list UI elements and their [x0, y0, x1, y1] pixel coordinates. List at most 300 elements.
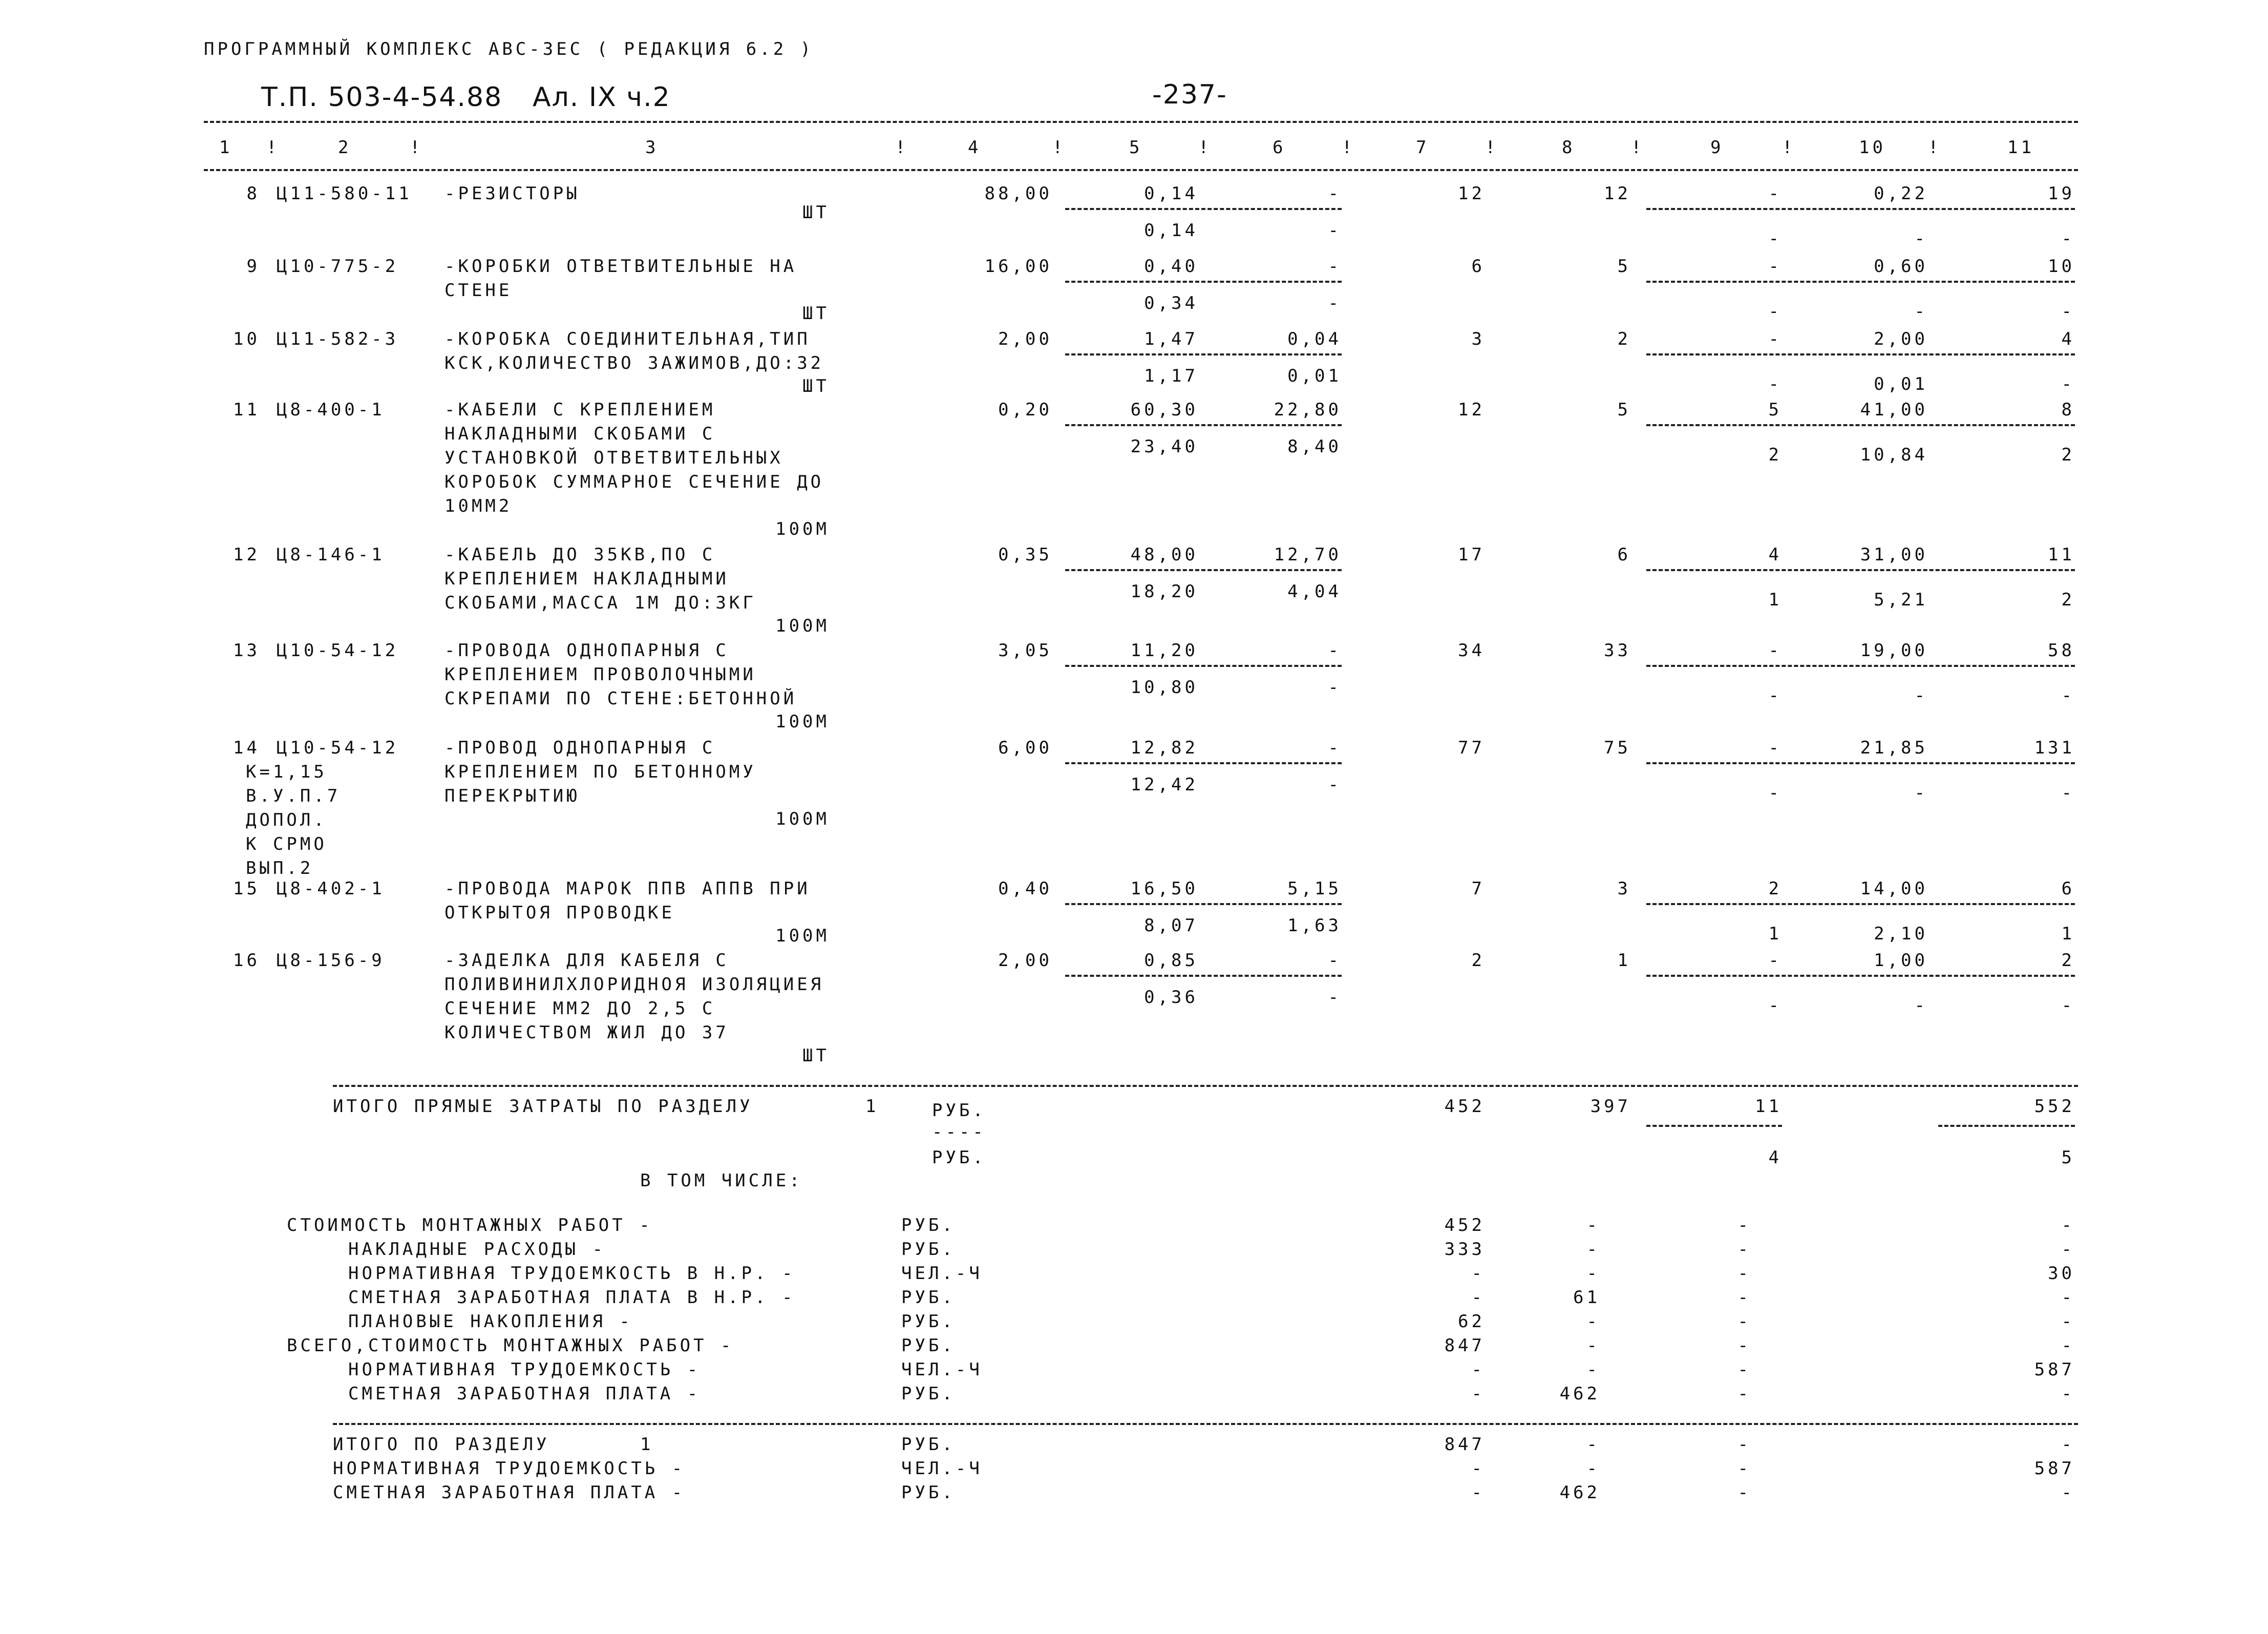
norm-code: Ц10-54-12 [277, 640, 399, 661]
work-description: 10ММ2 [444, 496, 513, 516]
section-total-labour: - [2061, 1482, 2075, 1503]
work-description: -ЗАДЕЛКА ДЛЯ КАБЕЛЯ С [444, 950, 729, 971]
column-separator: ! [1052, 137, 1066, 158]
row-number: 11 [233, 400, 260, 420]
summary-labour: - [2061, 1239, 2075, 1260]
machine-wages: - [1768, 783, 1782, 803]
column-separator: ! [266, 137, 280, 158]
column-number: 11 [2007, 137, 2034, 158]
rule-cols-5-6 [1065, 208, 1342, 210]
machine-wages: 2 [1768, 445, 1782, 465]
labour-total: 4 [2061, 329, 2075, 349]
work-description: ПЕРЕКРЫТИЮ [444, 786, 580, 806]
total-wages: 1 [1617, 950, 1631, 971]
total-wages: 2 [1617, 329, 1631, 349]
summary-wages: - [1586, 1239, 1600, 1260]
labour-per-unit: 19,00 [1860, 640, 1928, 661]
section-total-cost: - [1471, 1482, 1485, 1503]
labour-total-machinists: - [2061, 783, 2075, 803]
labour-per-unit-machinists: - [1914, 685, 1928, 706]
work-description: -КОРОБКИ ОТВЕТВИТЕЛЬНЫЕ НА [444, 256, 797, 277]
labour-per-unit: 1,00 [1874, 950, 1928, 971]
work-description: ОТКРЫТОЯ ПРОВОДКЕ [444, 903, 675, 923]
summary-machines: - [1737, 1239, 1751, 1260]
total-wages: 3 [1617, 878, 1631, 899]
including-label: В ТОМ ЧИСЛЕ: [640, 1170, 803, 1191]
labour-total-machinists: 2 [2061, 590, 2075, 610]
unit-of-measure: 100М [775, 926, 830, 946]
work-description: -ПРОВОД ОДНОПАРНЫЯ С [444, 738, 716, 758]
work-description: -РЕЗИСТОРЫ [444, 183, 580, 204]
total-cost: 12 [1458, 400, 1485, 420]
total-direct-cost: 452 [1444, 1096, 1485, 1117]
total-machines: - [1768, 329, 1782, 349]
work-description: ПОЛИВИНИЛХЛОРИДНОЯ ИЗОЛЯЦИЕЯ [444, 974, 824, 995]
row-number: 12 [233, 544, 260, 565]
rule-cols-9-11 [1646, 208, 2075, 210]
column-separator: ! [1631, 137, 1645, 158]
labour-total: 6 [2061, 878, 2075, 899]
summary-label: НОРМАТИВНАЯ ТРУДОЕМКОСТЬ - [348, 1359, 701, 1380]
summary-wages: - [1586, 1215, 1600, 1235]
work-description: КОЛИЧЕСТВОМ ЖИЛ ДО 37 [444, 1022, 729, 1043]
unit-cost-machines: 22,80 [1274, 400, 1342, 420]
unit-cost-machine-wages: 1,63 [1287, 915, 1342, 936]
labour-per-unit-machinists: 2,10 [1874, 924, 1928, 944]
total-direct-unit: РУБ. [932, 1100, 986, 1121]
row-number: 14 [233, 738, 260, 758]
unit-cost-machine-wages: 4,04 [1287, 581, 1342, 602]
labour-per-unit: 0,22 [1874, 183, 1928, 204]
unit-cost-total: 48,00 [1130, 544, 1198, 565]
work-description: -КАБЕЛИ С КРЕПЛЕНИЕМ [444, 400, 716, 420]
total-direct-machines: 11 [1755, 1096, 1782, 1117]
work-description: -КОРОБКА СОЕДИНИТЕЛЬНАЯ,ТИП [444, 329, 811, 349]
summary-labour: 587 [2034, 1359, 2075, 1380]
unit-of-measure: 100М [775, 519, 830, 539]
summary-unit: РУБ. [901, 1287, 956, 1308]
unit-cost-machine-wages: - [1328, 774, 1342, 795]
rule-cols-5-6 [1065, 665, 1342, 667]
summary-unit: РУБ. [901, 1239, 956, 1260]
norm-code: ВЫП.2 [246, 858, 314, 878]
labour-total: 10 [2048, 256, 2075, 277]
unit-cost-wages: 0,14 [1144, 220, 1198, 241]
column-number: 3 [645, 137, 659, 158]
total-machines: 2 [1768, 878, 1782, 899]
column-number: 10 [1859, 137, 1886, 158]
section-total-machines: - [1737, 1458, 1751, 1479]
quantity: 88,00 [984, 183, 1052, 204]
summary-cost: 62 [1458, 1311, 1485, 1332]
unit-cost-wages: 8,07 [1144, 915, 1198, 936]
section-total-machines: - [1737, 1434, 1751, 1455]
total-direct-unit-2: РУБ. [932, 1147, 986, 1168]
total-direct-machine-wages: 4 [1768, 1147, 1782, 1168]
labour-per-unit-machinists: 5,21 [1874, 590, 1928, 610]
summary-machines: - [1737, 1311, 1751, 1332]
norm-code: ДОПОЛ. [246, 810, 327, 830]
unit-cost-machines: - [1328, 256, 1342, 277]
quantity: 0,20 [998, 400, 1052, 420]
rule-section-total-top [333, 1423, 2078, 1425]
rule-cols-5-6 [1065, 281, 1342, 283]
row-number: 16 [233, 950, 260, 971]
unit-cost-wages: 12,42 [1130, 774, 1198, 795]
quantity: 0,35 [998, 544, 1052, 565]
work-description: СЕЧЕНИЕ ММ2 ДО 2,5 С [444, 998, 716, 1019]
summary-unit: ЧЕЛ.-Ч [901, 1263, 983, 1284]
unit-cost-total: 0,14 [1144, 183, 1198, 204]
machine-wages: - [1768, 374, 1782, 394]
quantity: 2,00 [998, 329, 1052, 349]
column-number: 5 [1129, 137, 1143, 158]
summary-unit: РУБ. [901, 1311, 956, 1332]
column-number: 7 [1416, 137, 1430, 158]
unit-cost-machine-wages: - [1328, 677, 1342, 698]
unit-cost-machine-wages: 0,01 [1287, 366, 1342, 386]
column-number: 4 [968, 137, 982, 158]
quantity: 3,05 [998, 640, 1052, 661]
summary-machines: - [1737, 1215, 1751, 1235]
work-description: -ПРОВОДА ОДНОПАРНЫЯ С [444, 640, 729, 661]
unit-cost-total: 1,47 [1144, 329, 1198, 349]
column-number: 9 [1710, 137, 1724, 158]
labour-total-machinists: - [2061, 995, 2075, 1016]
norm-code: Ц8-156-9 [277, 950, 385, 971]
column-separator: ! [1928, 137, 1942, 158]
summary-labour: 30 [2048, 1263, 2075, 1284]
unit-cost-total: 60,30 [1130, 400, 1198, 420]
norm-code: Ц11-580-11 [277, 183, 412, 204]
labour-per-unit: 41,00 [1860, 400, 1928, 420]
labour-total-machinists: - [2061, 228, 2075, 249]
rule-cols-9-11 [1646, 762, 2075, 764]
unit-of-measure: ШТ [802, 303, 830, 324]
rule-header-bottom [204, 169, 2078, 171]
labour-total: 19 [2048, 183, 2075, 204]
labour-total: 58 [2048, 640, 2075, 661]
total-machines: - [1768, 183, 1782, 204]
section-total-machines: - [1737, 1482, 1751, 1503]
unit-cost-machines: - [1328, 738, 1342, 758]
column-number: 8 [1562, 137, 1576, 158]
column-separator: ! [410, 137, 423, 158]
unit-cost-machines: - [1328, 183, 1342, 204]
column-separator: ! [1198, 137, 1212, 158]
labour-per-unit-machinists: - [1914, 301, 1928, 322]
summary-cost: 333 [1444, 1239, 1485, 1260]
unit-cost-machines: 12,70 [1274, 544, 1342, 565]
total-wages: 33 [1604, 640, 1631, 661]
unit-cost-wages: 23,40 [1130, 436, 1198, 457]
unit-cost-wages: 1,17 [1144, 366, 1198, 386]
project-code: Т.П. 503-4-54.88 [261, 82, 503, 113]
norm-code: К СРМО [246, 834, 327, 854]
norm-code: Ц8-402-1 [277, 878, 385, 899]
row-number: 13 [233, 640, 260, 661]
total-direct-section: 1 [865, 1096, 879, 1117]
total-cost: 34 [1458, 640, 1485, 661]
unit-cost-machine-wages: - [1328, 293, 1342, 313]
total-machines: - [1768, 640, 1782, 661]
unit-of-measure: 100М [775, 616, 830, 636]
total-wages: 5 [1617, 256, 1631, 277]
summary-machines: - [1737, 1359, 1751, 1380]
unit-of-measure: ШТ [802, 376, 830, 396]
unit-cost-total: 16,50 [1130, 878, 1198, 899]
rule-cols-9-11 [1646, 569, 2075, 571]
rule-cols-9-11 [1646, 975, 2075, 977]
rule-col-11 [1938, 1125, 2075, 1127]
unit-cost-machines: - [1328, 950, 1342, 971]
total-machines: - [1768, 256, 1782, 277]
quantity: 6,00 [998, 738, 1052, 758]
labour-total: 8 [2061, 400, 2075, 420]
work-description: СТЕНЕ [444, 280, 513, 301]
summary-machines: - [1737, 1335, 1751, 1356]
summary-label: СМЕТНАЯ ЗАРАБОТНАЯ ПЛАТА В Н.Р. - [348, 1287, 796, 1308]
column-separator: ! [895, 137, 909, 158]
unit-cost-total: 12,82 [1130, 738, 1198, 758]
unit-cost-wages: 0,34 [1144, 293, 1198, 313]
unit-cost-total: 0,85 [1144, 950, 1198, 971]
work-description: СКРЕПАМИ ПО СТЕНЕ:БЕТОННОЙ [444, 688, 797, 709]
unit-cost-total: 0,40 [1144, 256, 1198, 277]
section-total-label: НОРМАТИВНАЯ ТРУДОЕМКОСТЬ - [333, 1458, 686, 1479]
labour-per-unit-machinists: 0,01 [1874, 374, 1928, 394]
work-description: КРЕПЛЕНИЕМ ПРОВОЛОЧНЫМИ [444, 664, 756, 685]
column-separator: ! [1782, 137, 1796, 158]
labour-total: 11 [2048, 544, 2075, 565]
total-cost: 12 [1458, 183, 1485, 204]
norm-code: Ц10-54-12 [277, 738, 399, 758]
total-wages: 5 [1617, 400, 1631, 420]
labour-per-unit-machinists: - [1914, 995, 1928, 1016]
summary-cost: - [1471, 1384, 1485, 1404]
column-separator: ! [1485, 137, 1499, 158]
unit-of-measure: ШТ [802, 1045, 830, 1066]
section-total-label: ИТОГО ПО РАЗДЕЛУ [333, 1434, 550, 1455]
section-total-unit: ЧЕЛ.-Ч [901, 1458, 983, 1479]
summary-wages: - [1586, 1311, 1600, 1332]
section-total-labour: - [2061, 1434, 2075, 1455]
section-total-wages: - [1586, 1434, 1600, 1455]
section-total-cost: - [1471, 1458, 1485, 1479]
section-total-unit: РУБ. [901, 1482, 956, 1503]
unit-cost-wages: 18,20 [1130, 581, 1198, 602]
rule-cols-5-6 [1065, 762, 1342, 764]
labour-per-unit: 2,00 [1874, 329, 1928, 349]
rule-cols-5-6 [1065, 353, 1342, 355]
total-cost: 3 [1471, 329, 1485, 349]
summary-wages: - [1586, 1359, 1600, 1380]
labour-total-machinists: - [2061, 374, 2075, 394]
machine-wages: 1 [1768, 590, 1782, 610]
total-machines: 4 [1768, 544, 1782, 565]
norm-code: Ц8-146-1 [277, 544, 385, 565]
unit-cost-wages: 10,80 [1130, 677, 1198, 698]
work-description: -КАБЕЛЬ ДО 35КВ,ПО С [444, 544, 716, 565]
machine-wages: - [1768, 995, 1782, 1016]
labour-per-unit: 14,00 [1860, 878, 1928, 899]
rule-top [204, 121, 2078, 123]
summary-label: ПЛАНОВЫЕ НАКОПЛЕНИЯ - [348, 1311, 633, 1332]
unit-cost-wages: 0,36 [1144, 987, 1198, 1008]
summary-machines: - [1737, 1287, 1751, 1308]
unit-of-measure: ШТ [802, 202, 830, 223]
summary-cost: - [1471, 1359, 1485, 1380]
summary-wages: - [1586, 1335, 1600, 1356]
column-separator: ! [1342, 137, 1355, 158]
summary-cost: - [1471, 1287, 1485, 1308]
labour-per-unit: 0,60 [1874, 256, 1928, 277]
work-description: НАКЛАДНЫМИ СКОБАМИ С [444, 424, 716, 444]
section-total-label: СМЕТНАЯ ЗАРАБОТНАЯ ПЛАТА - [333, 1482, 686, 1503]
row-number: 15 [233, 878, 260, 899]
summary-label: ВСЕГО,СТОИМОСТЬ МОНТАЖНЫХ РАБОТ - [287, 1335, 734, 1356]
summary-cost: 452 [1444, 1215, 1485, 1235]
total-cost: 77 [1458, 738, 1485, 758]
summary-label: НАКЛАДНЫЕ РАСХОДЫ - [348, 1239, 606, 1260]
summary-machines: - [1737, 1384, 1751, 1404]
unit-of-measure: 100М [775, 809, 830, 829]
total-direct-labour-machinists: 5 [2061, 1147, 2075, 1168]
labour-total: 131 [2034, 738, 2075, 758]
total-direct-wages: 397 [1590, 1096, 1631, 1117]
album-ref: Ал. IX ч.2 [533, 82, 671, 113]
total-direct-label: ИТОГО ПРЯМЫЕ ЗАТРАТЫ ПО РАЗДЕЛУ [333, 1096, 753, 1117]
unit-cost-machines: 0,04 [1287, 329, 1342, 349]
summary-labour: - [2061, 1311, 2075, 1332]
unit-cost-total: 11,20 [1130, 640, 1198, 661]
summary-wages: 61 [1573, 1287, 1600, 1308]
section-total-wages: 462 [1559, 1482, 1600, 1503]
summary-labour: - [2061, 1384, 2075, 1404]
unit-cost-machine-wages: - [1328, 987, 1342, 1008]
summary-wages: 462 [1559, 1384, 1600, 1404]
rule-cols-5-6 [1065, 569, 1342, 571]
section-total-cost: 847 [1444, 1434, 1485, 1455]
quantity: 0,40 [998, 878, 1052, 899]
labour-total: 2 [2061, 950, 2075, 971]
work-description: КРЕПЛЕНИЕМ ПО БЕТОННОМУ [444, 762, 756, 782]
unit-cost-machines: 5,15 [1287, 878, 1342, 899]
total-wages: 6 [1617, 544, 1631, 565]
machine-wages: - [1768, 685, 1782, 706]
section-total-labour: 587 [2034, 1458, 2075, 1479]
summary-labour: - [2061, 1287, 2075, 1308]
work-description: -ПРОВОДА МАРОК ППВ АППВ ПРИ [444, 878, 811, 899]
program-header: ПРОГРАММНЫЙ КОМПЛЕКС АВС-3ЕС ( РЕДАКЦИЯ 6.2 ) [204, 39, 814, 59]
rule-cols-9-11 [1646, 281, 2075, 283]
column-number: 2 [338, 137, 352, 158]
quantity: 2,00 [998, 950, 1052, 971]
section-total-wages: - [1586, 1458, 1600, 1479]
summary-machines: - [1737, 1263, 1751, 1284]
summary-cost: - [1471, 1263, 1485, 1284]
unit-cost-machine-wages: - [1328, 220, 1342, 241]
short-rule: ---- [932, 1122, 986, 1142]
unit-of-measure: 100М [775, 711, 830, 732]
summary-label: НОРМАТИВНАЯ ТРУДОЕМКОСТЬ В Н.Р. - [348, 1263, 796, 1284]
summary-labour: - [2061, 1215, 2075, 1235]
machine-wages: - [1768, 228, 1782, 249]
rule-total-top [333, 1085, 2078, 1087]
row-number: 9 [246, 256, 260, 277]
unit-cost-machines: - [1328, 640, 1342, 661]
row-number: 10 [233, 329, 260, 349]
unit-cost-machine-wages: 8,40 [1287, 436, 1342, 457]
norm-code: Ц8-400-1 [277, 400, 385, 420]
rule-cols-5-6 [1065, 975, 1342, 977]
section-total-unit: РУБ. [901, 1434, 956, 1455]
summary-unit: РУБ. [901, 1384, 956, 1404]
section-total-number: 1 [640, 1434, 654, 1455]
total-cost: 2 [1471, 950, 1485, 971]
rule-cols-9-11 [1646, 353, 2075, 355]
column-number: 1 [219, 137, 233, 158]
summary-label: СМЕТНАЯ ЗАРАБОТНАЯ ПЛАТА - [348, 1384, 701, 1404]
labour-total-machinists: 2 [2061, 445, 2075, 465]
summary-labour: - [2061, 1335, 2075, 1356]
total-machines: 5 [1768, 400, 1782, 420]
quantity: 16,00 [984, 256, 1052, 277]
page-number: -237- [1152, 79, 1227, 110]
rule-cols-5-6 [1065, 903, 1342, 905]
labour-per-unit-machinists: - [1914, 783, 1928, 803]
labour-per-unit-machinists: 10,84 [1860, 445, 1928, 465]
summary-label: СТОИМОСТЬ МОНТАЖНЫХ РАБОТ - [287, 1215, 653, 1235]
labour-per-unit: 21,85 [1860, 738, 1928, 758]
summary-unit: РУБ. [901, 1215, 956, 1235]
total-cost: 17 [1458, 544, 1485, 565]
norm-code: В.У.П.7 [246, 786, 341, 806]
total-machines: - [1768, 950, 1782, 971]
total-wages: 12 [1604, 183, 1631, 204]
total-cost: 6 [1471, 256, 1485, 277]
norm-code: Ц11-582-3 [277, 329, 399, 349]
total-wages: 75 [1604, 738, 1631, 758]
work-description: СКОБАМИ,МАССА 1М ДО:3КГ [444, 593, 756, 613]
rule-cols-9-11 [1646, 903, 2075, 905]
rule-col-9 [1646, 1125, 1782, 1127]
machine-wages: - [1768, 301, 1782, 322]
column-number: 6 [1273, 137, 1286, 158]
work-description: КРЕПЛЕНИЕМ НАКЛАДНЫМИ [444, 569, 729, 589]
summary-wages: - [1586, 1263, 1600, 1284]
summary-cost: 847 [1444, 1335, 1485, 1356]
summary-unit: ЧЕЛ.-Ч [901, 1359, 983, 1380]
labour-total-machinists: 1 [2061, 924, 2075, 944]
total-cost: 7 [1471, 878, 1485, 899]
rule-cols-5-6 [1065, 424, 1342, 426]
row-number: 8 [246, 183, 260, 204]
rule-cols-9-11 [1646, 424, 2075, 426]
machine-wages: 1 [1768, 924, 1782, 944]
labour-total-machinists: - [2061, 301, 2075, 322]
work-description: КСК,КОЛИЧЕСТВО ЗАЖИМОВ,ДО:32 [444, 353, 824, 373]
total-direct-labour: 552 [2034, 1096, 2075, 1117]
labour-total-machinists: - [2061, 685, 2075, 706]
norm-code: К=1,15 [246, 762, 327, 782]
labour-per-unit: 31,00 [1860, 544, 1928, 565]
work-description: УСТАНОВКОЙ ОТВЕТВИТЕЛЬНЫХ [444, 448, 783, 468]
norm-code: Ц10-775-2 [277, 256, 399, 277]
rule-cols-9-11 [1646, 665, 2075, 667]
labour-per-unit-machinists: - [1914, 228, 1928, 249]
summary-unit: РУБ. [901, 1335, 956, 1356]
